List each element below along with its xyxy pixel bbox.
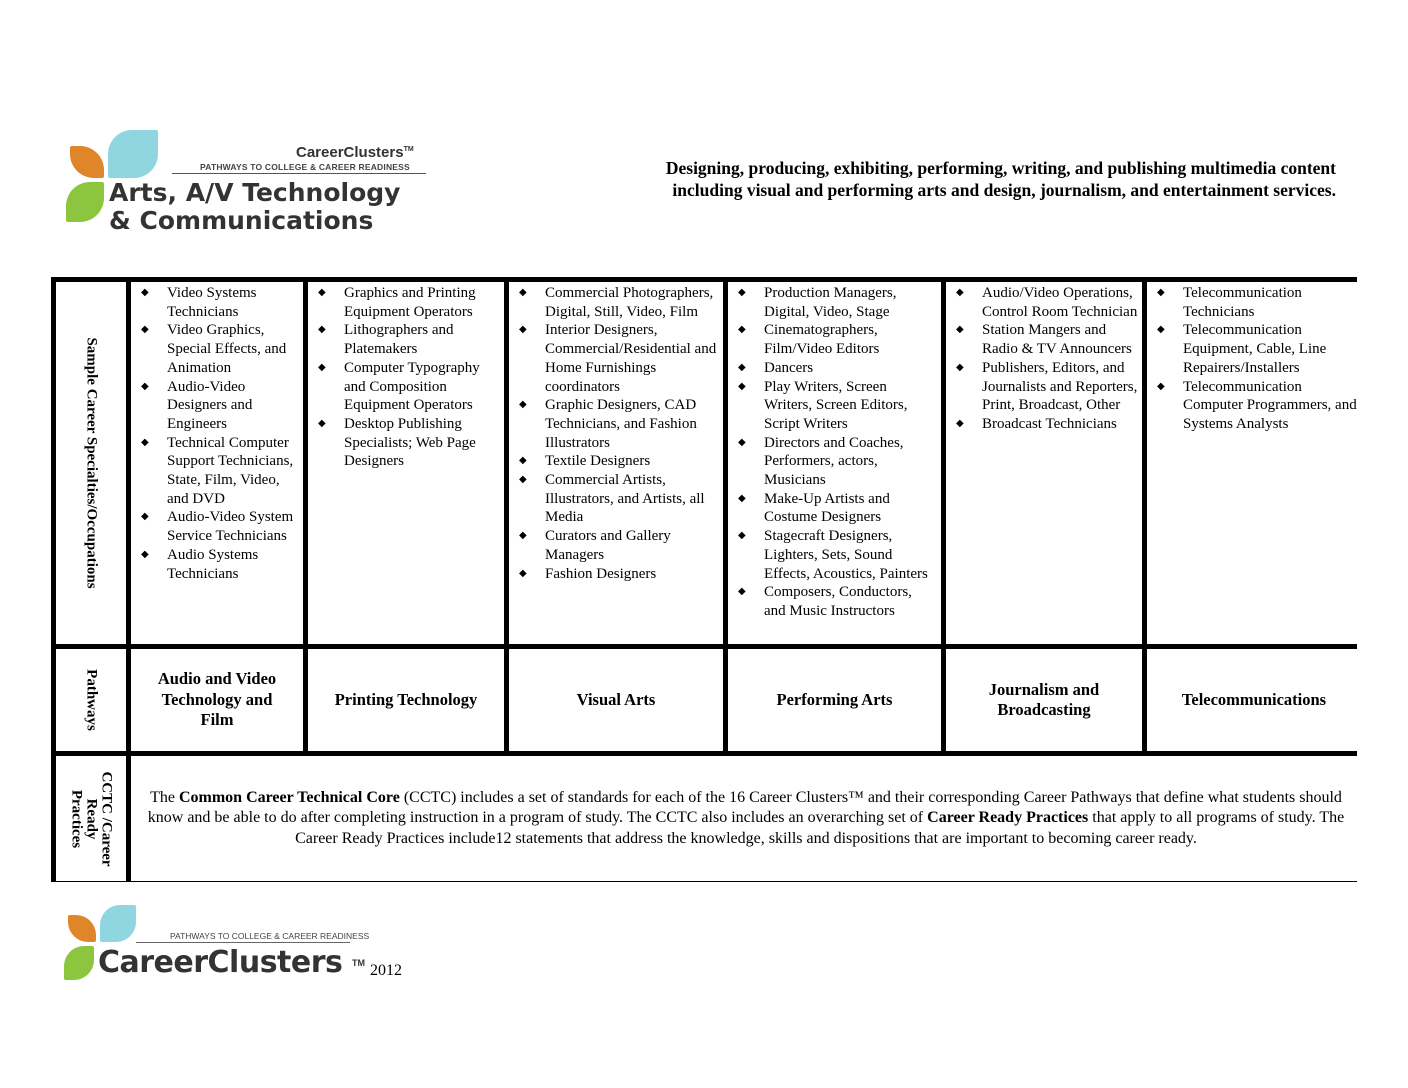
footer-year: 2012 [370, 962, 402, 979]
footer-divider [136, 942, 350, 943]
occupation-list [946, 282, 1142, 434]
pathway-audio-video: Audio and Video Technology and Film [131, 649, 303, 751]
occupation-item: ◆ Lithographers and Platemakers [344, 321, 500, 358]
occupation-list [728, 282, 941, 621]
occupation-list [131, 282, 303, 583]
occupation-item: ◆ Telecommunication Equipment, Cable, Line Repairers/Installers [1183, 321, 1357, 377]
occupations-cell-printing [308, 282, 504, 644]
footer-brand: CareerClusters [98, 945, 343, 980]
occupation-item: ◆ Graphic Designers, CAD Technicians, and Fashion Illustrators [545, 396, 719, 452]
footer-logo [60, 903, 420, 988]
row-header-occupations: Sample Career Specialties/Occupations [56, 282, 126, 644]
occupation-item: ◆ Curators and Gallery Managers [545, 527, 719, 564]
occupation-item: ◆ Audio/Video Operations, Control Room Technician [982, 284, 1138, 321]
row-header-pathways: Pathways [56, 649, 126, 751]
brand-tagline: PATHWAYS TO COLLEGE & CAREER READINESS [200, 162, 410, 172]
pathway-visual-arts: Visual Arts [509, 649, 723, 751]
occupation-item: ◆ Audio-Video System Service Technicians [167, 508, 299, 545]
occupation-item: ◆ Dancers [764, 359, 937, 378]
occupations-cell-visual-arts [509, 282, 723, 644]
occupation-item: ◆ Computer Typography and Composition Equipment Operators [344, 359, 500, 415]
occupation-item: ◆ Stagecraft Designers, Lighters, Sets, Sound Effects, Acoustics, Painters [764, 527, 937, 583]
occupation-item: ◆ Directors and Coaches, Performers, actors, Musicians [764, 434, 937, 490]
footer-trademark: TM [352, 958, 365, 968]
row-header-cctc: CCTC /Career Ready Practices [56, 756, 126, 881]
occupation-item: ◆ Composers, Conductors, and Music Instructors [764, 583, 937, 620]
occupation-item: ◆ Audio Systems Technicians [167, 546, 299, 583]
occupation-item: ◆ Audio-Video Designers and Engineers [167, 378, 299, 434]
occupation-item: ◆ Video Graphics, Special Effects, and Animation [167, 321, 299, 377]
occupation-list [308, 282, 504, 471]
brand-divider [172, 173, 426, 174]
occupation-item: ◆ Textile Designers [545, 452, 719, 471]
pathway-printing: Printing Technology [308, 649, 504, 751]
pathway-performing-arts: Performing Arts [728, 649, 941, 751]
pathways-table [51, 277, 1357, 882]
cluster-logo [64, 128, 444, 238]
occupation-item: ◆ Fashion Designers [545, 565, 719, 584]
occupation-item: ◆ Make-Up Artists and Costume Designers [764, 490, 937, 527]
occupation-item: ◆ Telecommunication Technicians [1183, 284, 1357, 321]
occupation-item: ◆ Desktop Publishing Specialists; Web Page Designers [344, 415, 500, 471]
occupation-item: ◆ Production Managers, Digital, Video, Stage [764, 284, 937, 321]
occupation-item: ◆ Video Systems Technicians [167, 284, 299, 321]
occupation-item: ◆ Station Mangers and Radio & TV Announcers [982, 321, 1138, 358]
orange-leaf-icon [68, 915, 96, 942]
cluster-description: Designing, producing, exhibiting, performing, writing, and publishing multimedia content including visual and performing arts and design, journalism, and entertainment services. [665, 158, 1336, 200]
occupations-cell-telecommunications [1147, 282, 1361, 644]
occupation-item: ◆ Technical Computer Support Technicians, State, Film, Video, and DVD [167, 434, 299, 509]
blue-leaf-icon [108, 130, 158, 178]
occupation-item: ◆ Commercial Artists, Illustrators, and Artists, all Media [545, 471, 719, 527]
occupation-item: ◆ Broadcast Technicians [982, 415, 1138, 434]
occupations-cell-performing-arts [728, 282, 941, 644]
occupation-item: ◆ Graphics and Printing Equipment Operators [344, 284, 500, 321]
cluster-title: Arts, A/V Technology & Communications [109, 178, 401, 235]
occupation-item: ◆ Publishers, Editors, and Journalists and Reporters, Print, Broadcast, Other [982, 359, 1138, 415]
orange-leaf-icon [70, 146, 104, 178]
occupations-cell-journalism [946, 282, 1142, 644]
green-leaf-icon [66, 182, 104, 222]
occupation-item: ◆ Play Writers, Screen Writers, Screen Editors, Script Writers [764, 378, 937, 434]
blue-leaf-icon [100, 905, 136, 942]
occupation-item: ◆ Telecommunication Computer Programmers, and Systems Analysts [1183, 378, 1357, 434]
occupation-item: ◆ Interior Designers, Commercial/Residential and Home Furnishings coordinators [545, 321, 719, 396]
footer-tagline: PATHWAYS TO COLLEGE & CAREER READINESS [170, 931, 370, 941]
occupation-list [509, 282, 723, 583]
brand-name: CareerClusters™ [296, 144, 414, 161]
pathway-journalism: Journalism and Broadcasting [946, 649, 1142, 751]
cctc-description: The Common Career Technical Core (CCTC) includes a set of standards for each of the 16 Career Clusters™ and their corresponding Career Pathways that define what students should know and be able to do after completing instruction in a program of study. The CCTC also includes an overarching set of Career Ready Practices that apply to all programs of study. The Career Ready Practices include12 statements that address the knowledge, skills and dispositions that are important to becoming career ready. [131, 756, 1361, 881]
pathway-telecommunications: Telecommunications [1147, 649, 1361, 751]
green-leaf-icon [64, 946, 94, 980]
occupation-item: ◆ Commercial Photographers, Digital, Still, Video, Film [545, 284, 719, 321]
occupation-list [1147, 282, 1361, 434]
occupations-cell-audio-video [131, 282, 303, 644]
occupation-item: ◆ Cinematographers, Film/Video Editors [764, 321, 937, 358]
